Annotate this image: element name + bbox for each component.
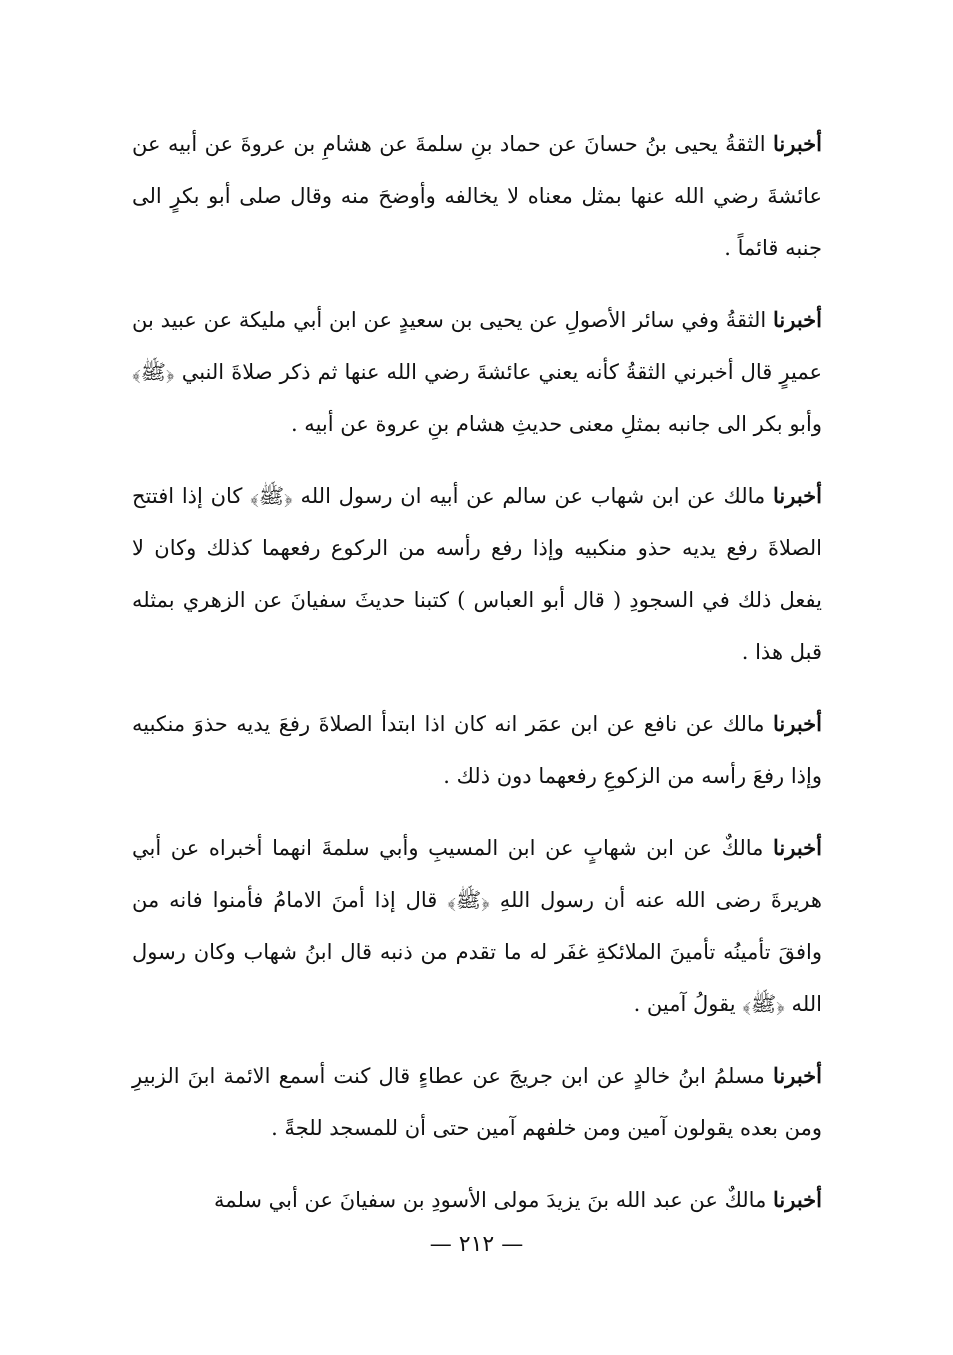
paragraph-lead: أخبرنا [773,835,822,860]
paragraph-4 [132,698,822,802]
paragraph-lead: أخبرنا [773,711,822,736]
paragraph-lead: أخبرنا [773,1063,822,1088]
paragraph-1 [132,118,822,274]
paragraph-text: مالك عن نافع عن ابن عمَر انه كان اذا ابتدأ الصلاةَ رفعَ يديه حذوَ منكبيه وإذا رفعَ رأسه من الزكوعِ رفعهما دون ذلك . [132,712,822,788]
paragraph-6 [132,1050,822,1154]
paragraph-text: الثقةُ يحيى بنُ حسانَ عن حماد بنِ سلمةَ عن هشامِ بن عروةَ عن أبيه عن عائشةَ رضي الله عنها بمثل معناه لا يخالفه وأوضحَ منه وقال صلى أبو بكرٍ الى جنبه قائماً . [132,132,822,260]
paragraph-lead: أخبرنا [773,483,822,508]
paragraph-text: مالك عن ابن شهاب عن سالم عن أبيه ان رسول الله ﴿ﷺ﴾ كان إذا افتتح الصلاةَ رفع يديه حذو منكبيه وإذا رفع رأسه من الركوع رفعهما كذلك وكان لا يفعل ذلك في السجودِ ( قال أبو العباس ) كتبنا حديثَ سفيانَ عن الزهري بمثله قبل هذا . [132,484,822,664]
paragraph-text: مالكٌ عن ابن شهابٍ عن ابن المسيبِ وأبي سلمةَ انهما أخبراه عن أبي هريرةَ رضى الله عنه أن رسول اللهِ ﴿ﷺ﴾ قال إذا أمنَ الامامُ فأمنوا فانه من وافقَ تأمينُه تأمينَ الملائكةِ غفَر له ما تقدم من ذنبه قال ابنُ شهاب وكان رسول الله ﴿ﷺ﴾ يقولُ آمين . [132,836,822,1016]
paragraph-2 [132,294,822,450]
page-body [132,118,822,1246]
paragraph-text: مالكٌ عن عبد الله بنَ يزيدَ مولى الأسودِ بن سفيانَ عن أبي سلمة [214,1188,774,1212]
paragraph-lead: أخبرنا [773,131,822,156]
paragraph-3 [132,470,822,678]
paragraph-lead: أخبرنا [773,1187,822,1212]
paragraph-7 [132,1174,822,1226]
paragraph-text: مسلمُ ابنُ خالدٍ عن ابن جريجَ عن عطاءٍ قال كنت أسمع الائمة ابنَ الزبيرِ ومن بعده يقولون آمين ومن خلفهم آمين حتى أن للمسجد للجةً . [132,1064,822,1140]
paragraph-text: الثقةُ وفي سائر الأصولِ عن يحيى بن سعيدٍ عن ابن أبي مليكة عن عبيد بن عميرٍ قال أخبرني الثقةُ كأنه يعني عائشةَ رضي الله عنها ثم ذكر صلاةَ النبي ﴿ﷺ﴾ وأبو بكر الى جانبه بمثلِ معنى حديثِ هشام بنِ عروة عن أبيه . [132,308,822,436]
paragraph-5 [132,822,822,1030]
page-number: — ٢١٢ — [429,1232,524,1257]
paragraph-lead: أخبرنا [773,307,822,332]
